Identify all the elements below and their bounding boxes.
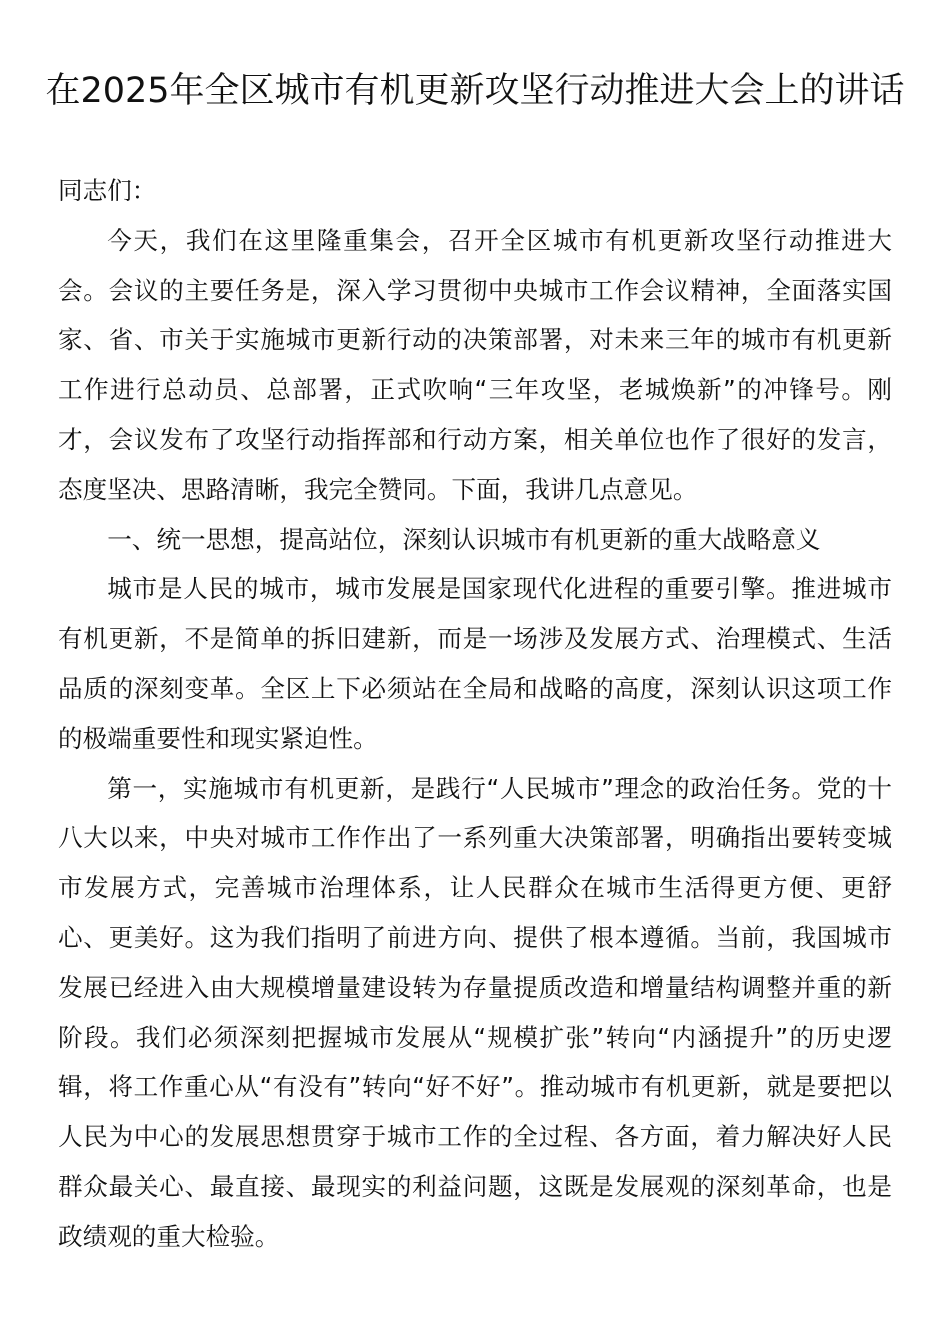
paragraph-first-point: 第一，实施城市有机更新，是践行“人民城市”理念的政治任务。党的十八大以来，中央对城市工作作出了一系列重大决策部署，明确指出要转变城市发展方式，完善城市治理体系，让人民群众在城市生活得更方便、更舒心、更美好。这为我们指明了前进方向、提供了根本遵循。当前，我国城市发展已经进入由大规模增量建设转为存量提质改造和增量结构调整并重的新阶段。我们必须深刻把握城市发展从“规模扩张”转向“内涵提升”的历史逻辑，将工作重心从“有没有”转向“好不好”。推动城市有机更新，就是要把以人民为中心的发展思想贯穿于城市工作的全过程、各方面，着力解决好人民群众最关心、最直接、最现实的利益问题，这既是发展观的深刻革命，也是政绩观的重大检验。 — [58, 773, 892, 1251]
paragraph-section-intro: 城市是人民的城市，城市发展是国家现代化进程的重要引擎。推进城市有机更新，不是简单的拆旧建新，而是一场涉及发展方式、治理模式、生活品质的深刻变革。全区上下必须站在全局和战略的高度，深刻认识这项工作的极端重要性和现实紧迫性。 — [58, 574, 892, 753]
salutation: 同志们： — [58, 176, 157, 205]
document-body — [58, 166, 892, 1262]
paragraph-opening: 今天，我们在这里隆重集会，召开全区城市有机更新攻坚行动推进大会。会议的主要任务是，深入学习贯彻中央城市工作会议精神，全面落实国家、省、市关于实施城市更新行动的决策部署，对未来三年的城市有机更新工作进行总动员、总部署，正式吹响“三年攻坚，老城焕新”的冲锋号。刚才，会议发布了攻坚行动指挥部和行动方案，相关单位也作了很好的发言，态度坚决、思路清晰，我完全赞同。下面，我讲几点意见。 — [58, 225, 892, 504]
document-title: 在2025年全区城市有机更新攻坚行动推进大会上的讲话 — [45, 71, 905, 111]
section-heading-1: 一、统一思想，提高站位，深刻认识城市有机更新的重大战略意义 — [107, 524, 821, 554]
